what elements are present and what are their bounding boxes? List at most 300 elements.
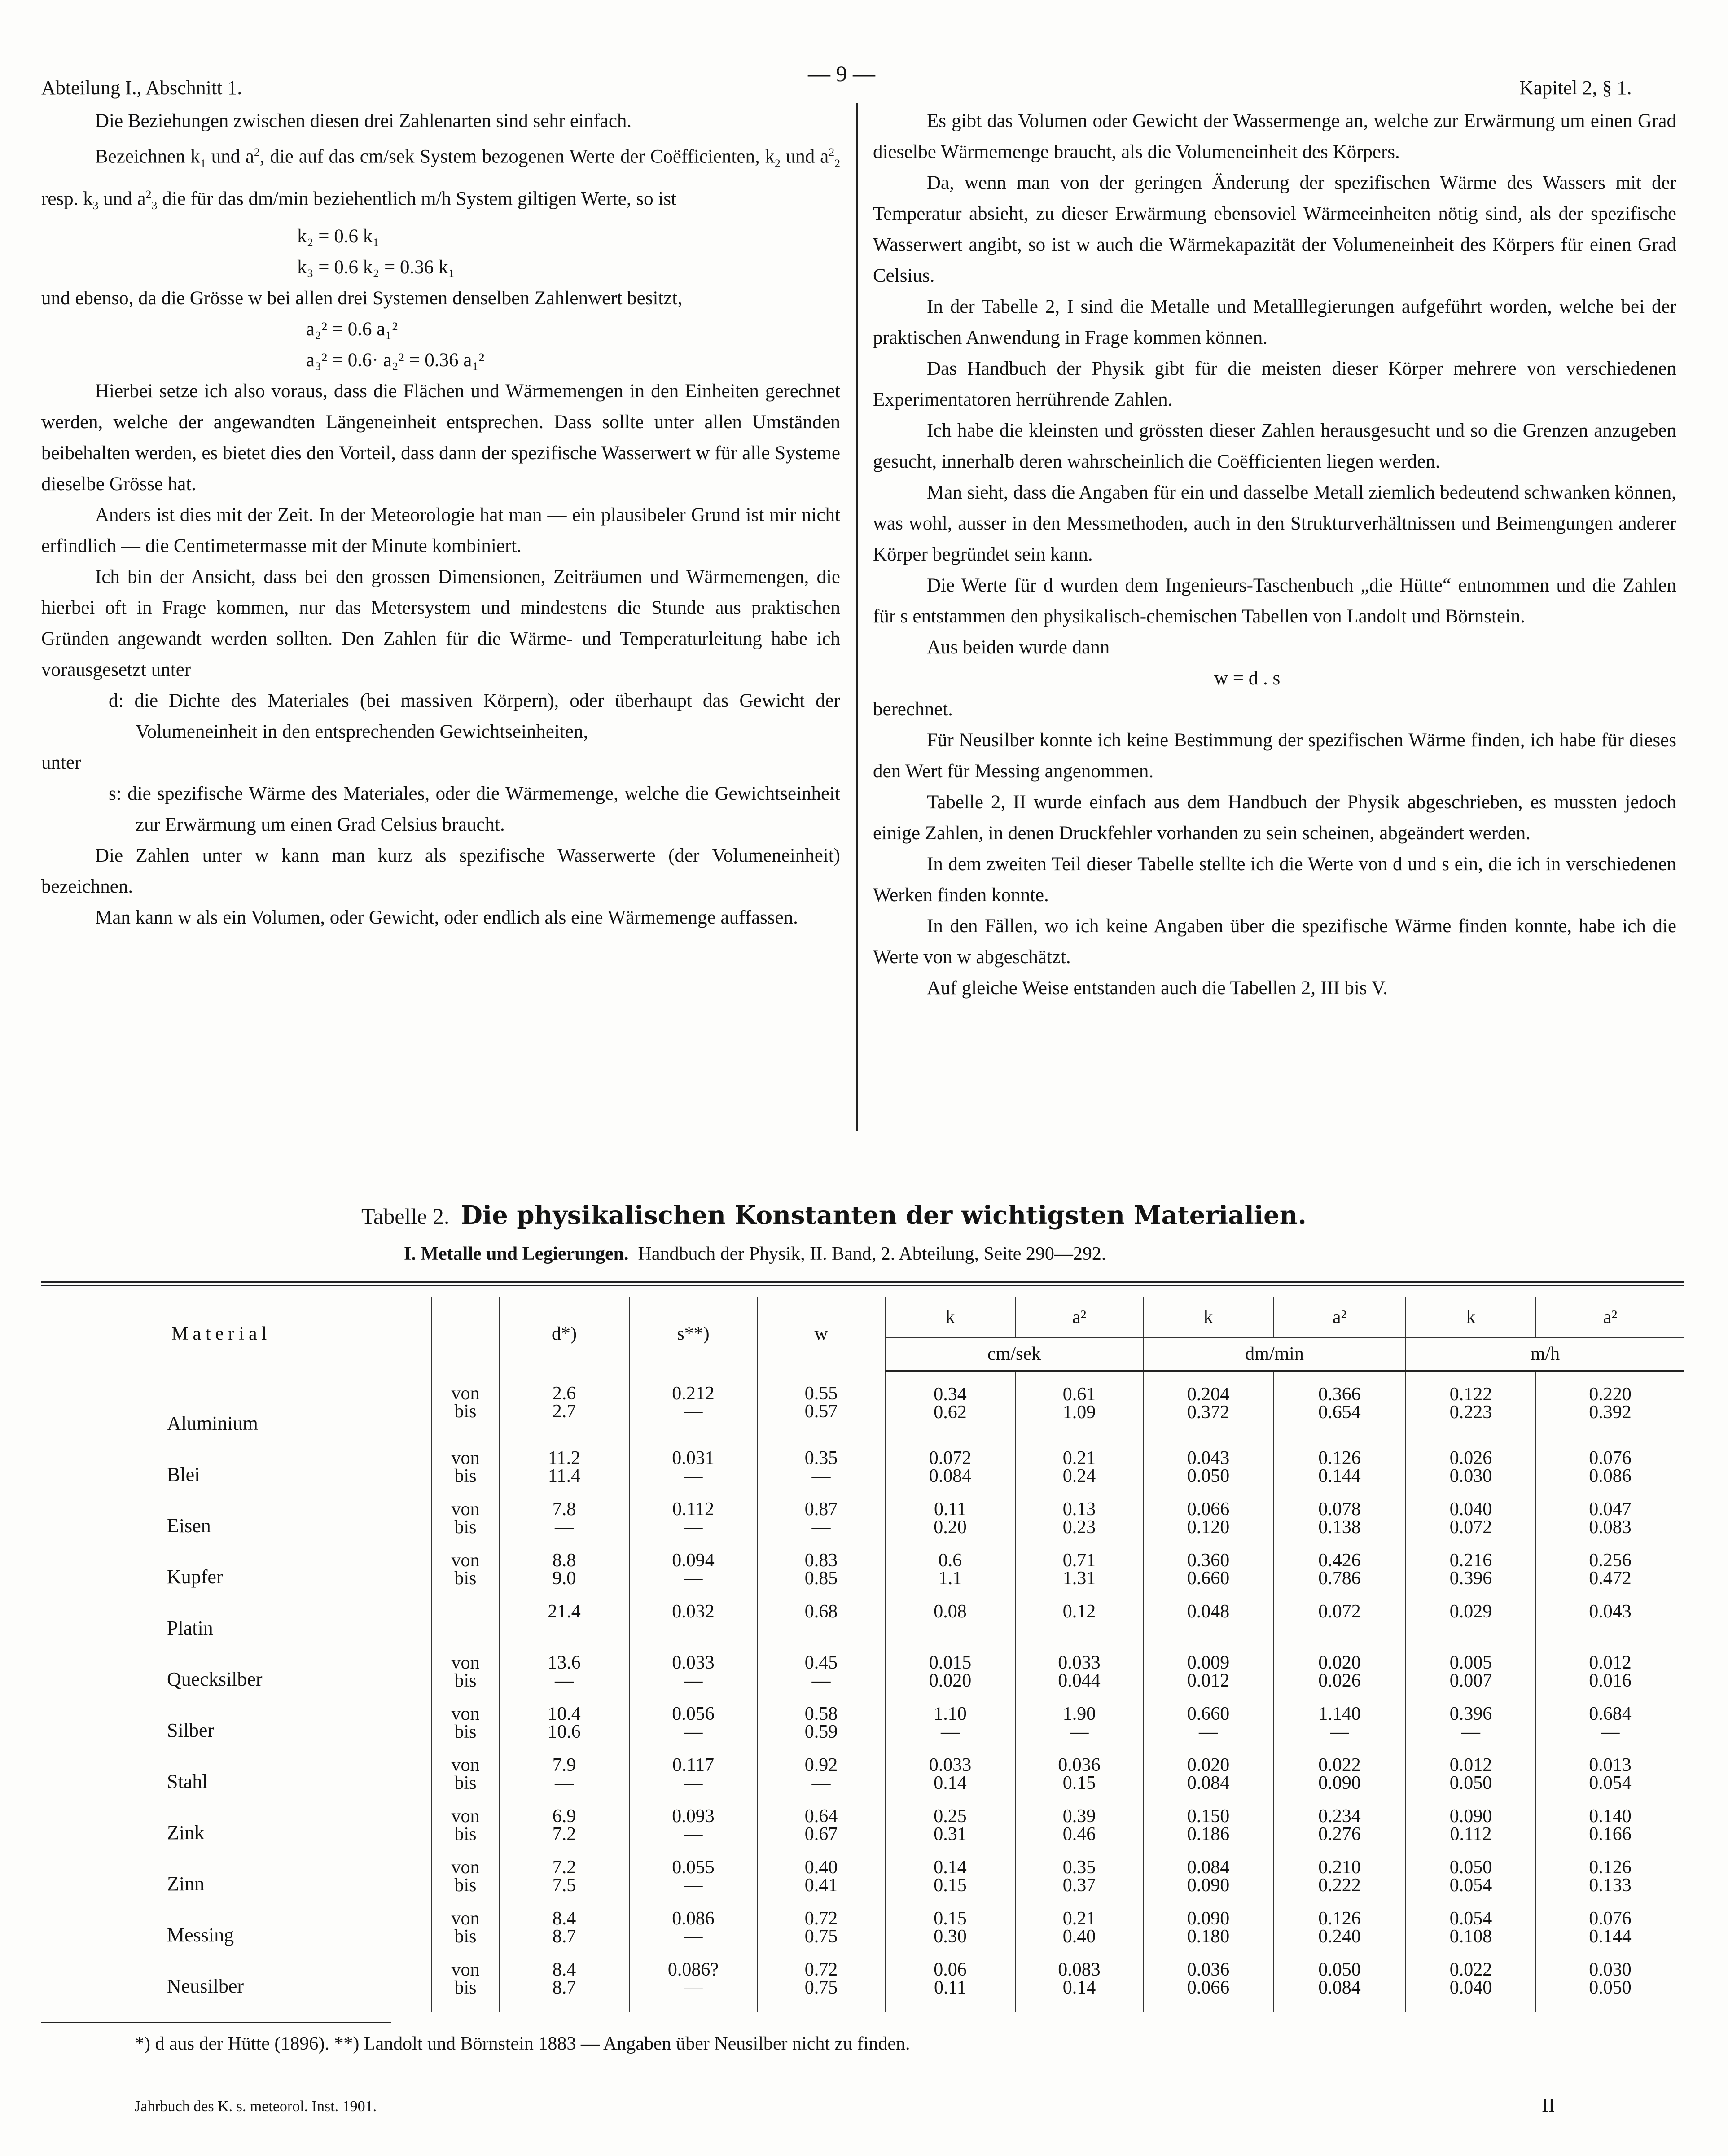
cell-w	[757, 1756, 885, 1807]
cell-value: 0.85	[804, 1568, 838, 1589]
cell-value: 0.054	[1449, 1875, 1492, 1896]
cell-a2	[1273, 1705, 1406, 1756]
cell-value: —	[1070, 1721, 1089, 1742]
cell-s	[629, 1449, 757, 1500]
cell-value: 0.35	[804, 1447, 838, 1468]
cell-d	[499, 1961, 629, 2012]
header-material: Material	[171, 1323, 272, 1345]
material-name: Blei	[167, 1463, 200, 1486]
cell-k3	[1406, 1603, 1536, 1654]
cell-k1	[885, 1654, 1015, 1705]
cell-value: 0.033	[929, 1754, 972, 1775]
cell-value: 0.23	[1062, 1516, 1096, 1538]
cell-a1	[1015, 1654, 1143, 1705]
cell-value	[630, 1621, 757, 1639]
running-header-right: Kapitel 2, § 1.	[1519, 77, 1632, 99]
paragraph: Ich bin der Ansicht, dass bei den grossen Dimensionen, Zeiträumen und Wärmemengen, die hierbei oft in Frage kommen, nur das Metersystem und mindestens die Stunde aus praktischen Gründen angewandt werden sollten. Den Zahlen für die Wärme- und Temperaturleitung habe ich vorausgesetzt unter	[41, 566, 840, 680]
equation: a₃² = 0.6· a₂² = 0.36 a₁²	[306, 349, 485, 371]
cell-vb	[432, 1603, 499, 1654]
cell-value: 0.047	[1589, 1499, 1632, 1520]
cell-value: 7.8	[552, 1499, 576, 1520]
cell-value: 0.012	[1589, 1652, 1632, 1673]
material-name: Zinn	[167, 1872, 205, 1895]
cell-value: 1.90	[1062, 1703, 1096, 1724]
cell-s	[629, 1807, 757, 1858]
paragraph: Man kann w als ein Volumen, oder Gewicht, oder endlich als eine Wärmemenge auffassen.	[95, 907, 798, 928]
cell-value: 7.5	[552, 1875, 576, 1896]
cell-d	[499, 1756, 629, 1807]
cell-value: 0.684	[1589, 1703, 1632, 1724]
material-name: Platin	[167, 1617, 213, 1639]
cell-a3	[1536, 1371, 1684, 1449]
cell-value: 0.030	[1449, 1465, 1492, 1486]
cell-value: 0.066	[1187, 1499, 1230, 1520]
cell-value: bis	[454, 1568, 477, 1589]
equation: a₂² = 0.6 a₁²	[306, 318, 398, 340]
cell-value: 0.24	[1062, 1465, 1096, 1486]
cell-value: 0.072	[1318, 1601, 1361, 1622]
cell-value: —	[555, 1670, 574, 1691]
cell-w	[757, 1500, 885, 1551]
table-row	[41, 1603, 1684, 1654]
cell-s	[629, 1705, 757, 1756]
cell-k1	[885, 1500, 1015, 1551]
cell-k2	[1143, 1371, 1273, 1449]
cell-value: 0.083	[1589, 1516, 1632, 1538]
cell-value: 6.9	[552, 1805, 576, 1827]
cell-value: 0.786	[1318, 1568, 1361, 1589]
cell-a2	[1273, 1961, 1406, 2012]
cell-value: bis	[454, 1721, 477, 1742]
column-divider	[856, 103, 858, 1131]
cell-value: —	[684, 1823, 703, 1845]
cell-value: 0.093	[672, 1805, 715, 1827]
cell-value: 0.016	[1589, 1670, 1632, 1691]
cell-value: 0.12	[1062, 1601, 1096, 1622]
footer-left: Jahrbuch des K. s. meteorol. Inst. 1901.	[135, 2098, 377, 2115]
cell-k1	[885, 1910, 1015, 1961]
cell-a1	[1015, 1449, 1143, 1500]
cell-value: 0.06	[934, 1959, 967, 1980]
table-row	[41, 1449, 1684, 1500]
cell-value: von	[451, 1959, 480, 1980]
cell-value: 0.68	[804, 1601, 838, 1622]
paragraph: und ebenso, da die Grösse w bei allen drei Systemen denselben Zahlenwert besitzt,	[41, 287, 683, 309]
cell-value: 0.026	[1318, 1670, 1361, 1691]
header-k-m: k	[1406, 1297, 1536, 1338]
cell-w	[757, 1961, 885, 2012]
definition-d: d: die Dichte des Materiales (bei massiven Körpern), oder überhaupt das Gewicht der Volumeneinheit in den entsprechenden Gewichtseinheiten,	[109, 690, 840, 742]
paragraph: Da, wenn man von der geringen Änderung der spezifischen Wärme des Wassers mit der Temperatur absieht, zu dieser Erwärmung ebensoviel Wärmeeinheiten nötig sind, als der spezifische Wasserwert angibt, so ist w auch die Wärmekapazität der Volumeneinheit des Körpers für einen Grad Celsius.	[873, 172, 1676, 286]
cell-value: 0.036	[1187, 1959, 1230, 1980]
cell-k3	[1406, 1654, 1536, 1705]
material-name: Zink	[167, 1821, 205, 1844]
cell-value: 0.090	[1187, 1875, 1230, 1896]
cell-value: 0.34	[934, 1384, 967, 1405]
cell-d	[499, 1371, 629, 1449]
cell-value: 0.126	[1318, 1447, 1361, 1468]
cell-value: 0.08	[934, 1601, 967, 1622]
cell-value	[758, 1621, 885, 1639]
cell-k3	[1406, 1500, 1536, 1551]
cell-value: 0.032	[672, 1601, 715, 1622]
cell-value: 0.13	[1062, 1499, 1096, 1520]
cell-value: 7.9	[552, 1754, 576, 1775]
cell-value: 0.009	[1187, 1652, 1230, 1673]
cell-a3	[1536, 1910, 1684, 1961]
cell-value: 7.2	[552, 1857, 576, 1878]
cell-value: 0.223	[1449, 1402, 1492, 1423]
equation: k₂ = 0.6 k₁	[297, 225, 380, 247]
cell-value: 0.050	[1449, 1772, 1492, 1793]
cell-value: von	[451, 1550, 480, 1571]
cell-k1	[885, 1961, 1015, 2012]
cell-a2	[1273, 1603, 1406, 1654]
cell-value: —	[1601, 1721, 1620, 1742]
cell-value: bis	[454, 1977, 477, 1998]
cell-value: 0.186	[1187, 1823, 1230, 1845]
cell-k3	[1406, 1449, 1536, 1500]
cell-value: 0.212	[672, 1383, 715, 1404]
table-subcaption: I. Metalle und Legierungen. Handbuch der Physik, II. Band, 2. Abteilung, Seite 290—292.	[404, 1244, 1106, 1264]
cell-k3	[1406, 1910, 1536, 1961]
cell-value: 0.392	[1589, 1402, 1632, 1423]
cell-value: 0.6	[938, 1550, 962, 1571]
cell-value: 0.012	[1187, 1670, 1230, 1691]
cell-a3	[1536, 1807, 1684, 1858]
cell-w	[757, 1654, 885, 1705]
cell-value: 0.083	[1058, 1959, 1101, 1980]
running-header-left: Abteilung I., Abschnitt 1.	[41, 77, 242, 99]
equation: k₃ = 0.6 k₂ = 0.36 k₁	[297, 256, 455, 278]
cell-value	[432, 1603, 499, 1621]
cell-value: 0.054	[1449, 1908, 1492, 1929]
cell-value: 0.050	[1318, 1959, 1361, 1980]
cell-value: 0.15	[1062, 1772, 1096, 1793]
cell-value: —	[811, 1772, 831, 1793]
cell-value: 0.029	[1449, 1601, 1492, 1622]
constants-table	[41, 1297, 1684, 2012]
cell-value: 0.75	[804, 1926, 838, 1947]
table-top-rule	[41, 1285, 1684, 1286]
cell-value: 8.4	[552, 1959, 576, 1980]
cell-value: 0.086?	[667, 1959, 719, 1980]
cell-vb	[432, 1910, 499, 1961]
cell-k3	[1406, 1807, 1536, 1858]
unit-cm-sek: cm/sek	[885, 1338, 1143, 1371]
cell-value: 0.072	[1449, 1516, 1492, 1538]
cell-value: 0.050	[1187, 1465, 1230, 1486]
paragraph: Die Beziehungen zwischen diesen drei Zahlenarten sind sehr einfach.	[95, 110, 632, 131]
cell-value: 0.076	[1589, 1908, 1632, 1929]
cell-k2	[1143, 1551, 1273, 1603]
cell-value	[886, 1621, 1015, 1639]
cell-k2	[1143, 1500, 1273, 1551]
cell-a2	[1273, 1910, 1406, 1961]
header-k-dm: k	[1143, 1297, 1273, 1338]
cell-a2	[1273, 1858, 1406, 1910]
cell-value	[500, 1621, 629, 1639]
cell-a1	[1015, 1756, 1143, 1807]
cell-a3	[1536, 1705, 1684, 1756]
cell-k3	[1406, 1756, 1536, 1807]
cell-a1	[1015, 1961, 1143, 2012]
cell-value: 0.21	[1062, 1908, 1096, 1929]
cell-value: 0.012	[1449, 1754, 1492, 1775]
cell-vb	[432, 1551, 499, 1603]
cell-k3	[1406, 1961, 1536, 2012]
cell-value: 0.112	[672, 1499, 714, 1520]
cell-k3	[1406, 1371, 1536, 1449]
cell-value: 0.11	[934, 1977, 966, 1998]
paragraph: Aus beiden wurde dann	[927, 637, 1110, 658]
equation: w = d . s	[1214, 668, 1281, 689]
cell-value: 0.055	[672, 1857, 715, 1878]
cell-value: 0.71	[1062, 1550, 1096, 1571]
cell-k1	[885, 1371, 1015, 1449]
cell-k2	[1143, 1961, 1273, 2012]
cell-value: 0.45	[804, 1652, 838, 1673]
cell-value: von	[451, 1447, 480, 1468]
cell-s	[629, 1603, 757, 1654]
footnote: *) d aus der Hütte (1896). **) Landolt und Börnstein 1883 — Angaben über Neusilber nicht zu finden.	[135, 2033, 910, 2054]
cell-value: 0.660	[1187, 1568, 1230, 1589]
cell-value	[432, 1621, 499, 1639]
cell-value: —	[684, 1926, 703, 1947]
cell-w	[757, 1551, 885, 1603]
footnote-rule	[41, 2022, 391, 2023]
cell-value: von	[451, 1652, 480, 1673]
cell-value: 11.2	[548, 1447, 580, 1468]
cell-value: von	[451, 1383, 480, 1404]
cell-value: 0.122	[1449, 1384, 1492, 1405]
cell-value: 0.108	[1449, 1926, 1492, 1947]
cell-d	[499, 1705, 629, 1756]
cell-value: 0.240	[1318, 1926, 1361, 1947]
cell-value: 0.660	[1187, 1703, 1230, 1724]
cell-s	[629, 1858, 757, 1910]
cell-d	[499, 1807, 629, 1858]
cell-value: 0.112	[1450, 1823, 1492, 1845]
cell-value: bis	[454, 1670, 477, 1691]
paragraph: Es gibt das Volumen oder Gewicht der Wassermenge an, welche zur Erwärmung um einen Grad dieselbe Wärmemenge braucht, als die Volumeneinheit des Körpers.	[873, 110, 1676, 162]
cell-value: 8.4	[552, 1908, 576, 1929]
material-name: Kupfer	[167, 1565, 223, 1588]
header-vonbis	[432, 1297, 499, 1371]
cell-value: 0.41	[804, 1875, 838, 1896]
cell-value: 0.15	[934, 1908, 967, 1929]
cell-value: —	[555, 1772, 574, 1793]
cell-value: —	[811, 1465, 831, 1486]
cell-vb	[432, 1705, 499, 1756]
cell-value: bis	[454, 1875, 477, 1896]
cell-value	[1274, 1621, 1405, 1639]
cell-value: 0.007	[1449, 1670, 1492, 1691]
cell-k3	[1406, 1551, 1536, 1603]
table-row	[41, 1654, 1684, 1705]
cell-value	[1536, 1621, 1684, 1639]
cell-w	[757, 1449, 885, 1500]
cell-value: 0.054	[1589, 1772, 1632, 1793]
cell-value: 0.372	[1187, 1402, 1230, 1423]
material-name: Messing	[167, 1924, 234, 1946]
header-k-cm: k	[885, 1297, 1015, 1338]
material-name: Eisen	[167, 1514, 211, 1537]
cell-value: 0.090	[1449, 1805, 1492, 1827]
cell-s	[629, 1654, 757, 1705]
cell-vb	[432, 1654, 499, 1705]
cell-value: —	[684, 1465, 703, 1486]
cell-d	[499, 1603, 629, 1654]
cell-k2	[1143, 1756, 1273, 1807]
cell-value: —	[811, 1516, 831, 1538]
cell-vb	[432, 1371, 499, 1449]
cell-a3	[1536, 1551, 1684, 1603]
cell-k1	[885, 1603, 1015, 1654]
cell-value: 0.076	[1589, 1447, 1632, 1468]
cell-value: 0.144	[1318, 1465, 1361, 1486]
cell-value: —	[684, 1670, 703, 1691]
cell-value: 0.117	[672, 1754, 714, 1775]
cell-a3	[1536, 1603, 1684, 1654]
header-s: s**)	[629, 1297, 757, 1371]
cell-value: 0.020	[1318, 1652, 1361, 1673]
table-row	[41, 1910, 1684, 1961]
cell-value	[1016, 1621, 1143, 1639]
cell-vb	[432, 1449, 499, 1500]
cell-value: 0.084	[1318, 1977, 1361, 1998]
cell-d	[499, 1654, 629, 1705]
header-a2-cm: a²	[1015, 1297, 1143, 1338]
cell-w	[757, 1705, 885, 1756]
cell-value: 0.090	[1318, 1772, 1361, 1793]
cell-value: bis	[454, 1823, 477, 1845]
table-row	[41, 1858, 1684, 1910]
cell-value: 0.033	[1058, 1652, 1101, 1673]
table-top-rule	[41, 1281, 1684, 1283]
cell-value: 0.180	[1187, 1926, 1230, 1947]
page-number: — 9 —	[808, 61, 875, 86]
cell-value: 0.55	[804, 1383, 838, 1404]
cell-w	[757, 1858, 885, 1910]
cell-k1	[885, 1807, 1015, 1858]
cell-value: 0.11	[934, 1499, 966, 1520]
cell-a1	[1015, 1858, 1143, 1910]
cell-value: von	[451, 1908, 480, 1929]
cell-value: 0.21	[1062, 1447, 1096, 1468]
cell-value: 0.120	[1187, 1516, 1230, 1538]
cell-value: 0.086	[672, 1908, 715, 1929]
cell-value: 13.6	[548, 1652, 581, 1673]
material-name: Stahl	[167, 1770, 208, 1792]
cell-value	[1406, 1621, 1535, 1639]
paragraph: In den Fällen, wo ich keine Angaben über die spezifische Wärme finden konnte, habe ich die Werte von w abgeschätzt.	[873, 916, 1676, 968]
cell-value: 0.35	[1062, 1857, 1096, 1878]
cell-value: —	[941, 1721, 960, 1742]
cell-value: 0.40	[804, 1857, 838, 1878]
unit-dm-min: dm/min	[1143, 1338, 1406, 1371]
cell-value: 0.090	[1187, 1908, 1230, 1929]
cell-value: 0.14	[934, 1857, 967, 1878]
cell-value: —	[1330, 1721, 1349, 1742]
cell-value: 0.013	[1589, 1754, 1632, 1775]
cell-value: bis	[454, 1772, 477, 1793]
cell-value: 0.61	[1062, 1384, 1096, 1405]
cell-value: 0.140	[1589, 1805, 1632, 1827]
cell-k3	[1406, 1858, 1536, 1910]
cell-value: 0.20	[934, 1516, 967, 1538]
header-d: d*)	[499, 1297, 629, 1371]
table-caption: Tabelle 2. Die physikalischen Konstanten der wichtigsten Materialien.	[361, 1201, 1307, 1230]
cell-value: 10.4	[548, 1703, 581, 1724]
cell-value: —	[684, 1568, 703, 1589]
paragraph: In dem zweiten Teil dieser Tabelle stellte ich die Werte von d und s ein, die ich in verschiedenen Werken finden konnte.	[873, 854, 1676, 906]
cell-value: 0.58	[804, 1703, 838, 1724]
cell-value: 0.040	[1449, 1499, 1492, 1520]
paragraph: berechnet.	[873, 699, 953, 720]
material-name: Silber	[167, 1719, 215, 1741]
cell-value: 0.138	[1318, 1516, 1361, 1538]
material-name: Neusilber	[167, 1975, 244, 1997]
cell-k2	[1143, 1858, 1273, 1910]
cell-value: 0.040	[1449, 1977, 1492, 1998]
cell-a1	[1015, 1910, 1143, 1961]
paragraph: Ich habe die kleinsten und grössten dieser Zahlen herausgesucht und so die Grenzen anzugeben gesucht, innerhalb deren wahrscheinlich die Coëfficienten liegen werden.	[873, 420, 1676, 472]
cell-value: 0.220	[1589, 1384, 1632, 1405]
cell-value: 0.084	[929, 1465, 972, 1486]
cell-k1	[885, 1449, 1015, 1500]
cell-value: 0.396	[1449, 1703, 1492, 1724]
paragraph: Auf gleiche Weise entstanden auch die Tabellen 2, III bis V.	[927, 977, 1388, 999]
cell-value: 0.46	[1062, 1823, 1096, 1845]
cell-a3	[1536, 1500, 1684, 1551]
cell-s	[629, 1910, 757, 1961]
material-name: Aluminium	[167, 1412, 258, 1434]
cell-a1	[1015, 1705, 1143, 1756]
cell-vb	[432, 1500, 499, 1551]
cell-a2	[1273, 1449, 1406, 1500]
cell-value: 0.036	[1058, 1754, 1101, 1775]
cell-a3	[1536, 1961, 1684, 2012]
cell-vb	[432, 1807, 499, 1858]
cell-value: 21.4	[548, 1601, 581, 1622]
cell-k2	[1143, 1654, 1273, 1705]
cell-vb	[432, 1756, 499, 1807]
header-a2-m: a²	[1536, 1297, 1684, 1338]
cell-value: 0.57	[804, 1401, 838, 1422]
cell-a3	[1536, 1756, 1684, 1807]
cell-value: 0.360	[1187, 1550, 1230, 1571]
cell-value: 7.2	[552, 1823, 576, 1845]
cell-a1	[1015, 1371, 1143, 1449]
cell-a3	[1536, 1654, 1684, 1705]
cell-value	[1144, 1621, 1273, 1639]
cell-value: 2.6	[552, 1383, 576, 1404]
cell-value: 0.015	[929, 1652, 972, 1673]
cell-s	[629, 1371, 757, 1449]
cell-value: 0.216	[1449, 1550, 1492, 1571]
cell-value: —	[684, 1977, 703, 1998]
cell-s	[629, 1500, 757, 1551]
cell-value: 0.72	[804, 1959, 838, 1980]
cell-value: bis	[454, 1926, 477, 1947]
cell-a2	[1273, 1500, 1406, 1551]
cell-value: bis	[454, 1401, 477, 1422]
cell-k2	[1143, 1910, 1273, 1961]
cell-a2	[1273, 1654, 1406, 1705]
cell-k1	[885, 1551, 1015, 1603]
cell-vb	[432, 1858, 499, 1910]
